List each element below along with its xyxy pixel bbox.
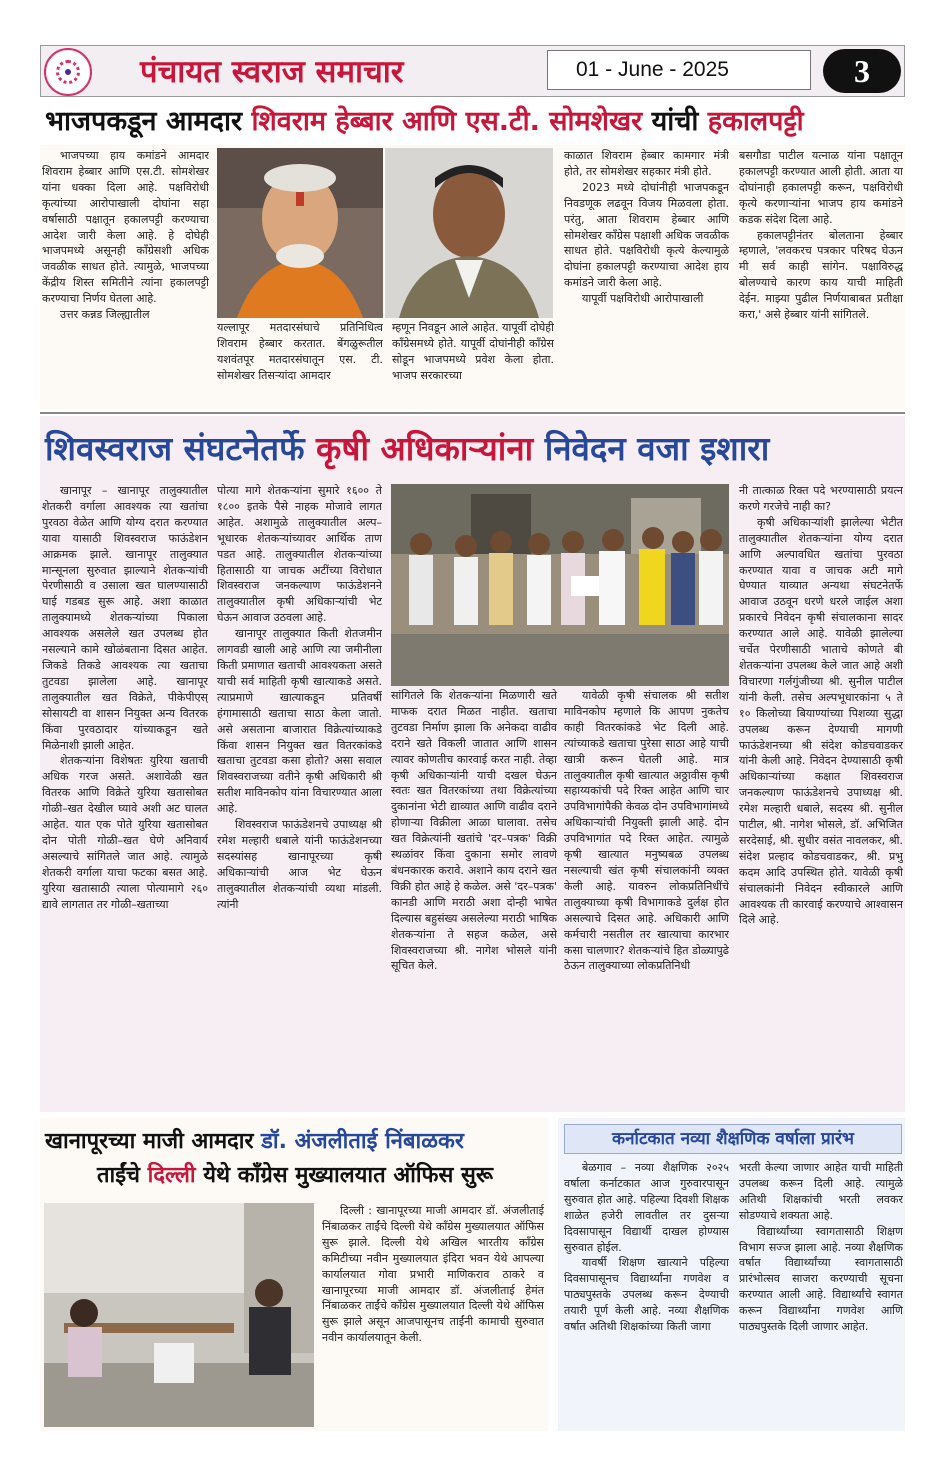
headline-highlight: दिल्ली [147, 1163, 196, 1188]
article-paragraph: उत्तर कन्नड जिल्ह्यातील [60, 308, 150, 322]
article-paragraph: खानापूर – खानापूर तालुक्यातील शेतकरी वर्गाला आवश्यक त्या खतांचा पुरवठा वेळेत आणि योग्य दरात करण्यात यावा यासाठी शिवस्वराज फाऊंडेशन आक्रमक झाले. खानापूर तालुक्यात मान्सूनला सुरुवात झाल्याने शेतकऱ्यांची पेरणीसाठी व उसाला खत घालण्यासाठी घाई गडबड सुरू आहे. अशा काळात तालुक्यामध्ये शेतकऱ्यांच्या पिकाला आवश्यक असलेले खत उपलब्ध होत नसल्याने कामे खोळंबताना दिसत आहेत. जिकडे तिकडे आवश्यक त्या खताचा तुटवडा झालेला आहे. खानापूर तालुक्यातील खत विक्रेते, पीकेपीएस् सोसायटी वा शासन नियुक्त अन्य वितरक किंवा पुरवठादार यांच्याकडून खते मिळेनाशी झाली आहेत. [42, 484, 208, 752]
photo-delhi-office [44, 1203, 314, 1427]
article-paragraph: यल्लापूर मतदारसंघाचे प्रतिनिधित्व शिवराम हेब्बार करतात. बेंगळुरूतील यशवंतपूर मतदारसंघातून एस. टी. सोमशेखर तिसऱ्यांदा आमदार [217, 321, 383, 382]
article-paragraph: यापूर्वी पक्षविरोधी आरोपाखाली [582, 292, 704, 306]
headline-highlight: शिवराम हेब्बार आणि एस.टी. सोमशेखर [251, 106, 643, 137]
story1-column-2 [217, 320, 383, 410]
headline-highlight: हकालपट्टी [707, 106, 804, 137]
headline-text: निवेदन वजा इशारा [533, 429, 770, 468]
story1-column-5 [739, 148, 903, 408]
newspaper-title: पंचायत स्वराज समाचार [140, 54, 404, 90]
story2-column-5 [739, 483, 903, 1110]
article-paragraph: बेळगाव – नव्या शैक्षणिक २०२५ वर्षाला कर्नाटकात आज गुरुवारपासून सुरुवात होत आहे. पहिल्या दिवशी शिक्षक शाळेत हजेरी लावतील तर दुसऱ्या दिवसापासून विद्यार्थी दाखल होण्यास सुरुवात होईल. [564, 1161, 729, 1254]
story4-column-2 [739, 1160, 903, 1426]
article-paragraph: भरती केल्या जाणार आहेत याची माहिती उपलब्ध करून दिली आहे. त्यामुळे अतिथी शिक्षकांची भरती लवकर सोडण्याचे शक्यता आहे. [739, 1161, 903, 1222]
article-paragraph: यावेळी कृषी संचालक श्री सतीश माविनकोप म्हणाले कि आपण नुकतेच काही वितरकांकडे भेट दिली आहे. त्यांच्याकडे खताचा पुरेसा साठा आहे याची खात्री करून घेतली आहे. मात्र तालुक्यातील कृषी खात्यात अठ्ठावीस कृषी सहाय्यकांची पदे रिक्त आहेत आणि चार उपविभागांपैकी केवळ दोन उपविभागांमध्ये अधिकाऱ्यांची नियुक्ती झाली आहे. दोन उपविभागांत पदे रिक्त आहेत. त्यामुळे कृषी खात्यात मनुष्यबळ उपलब्ध नसल्याची खंत कृषी संचालकांनी व्यक्त केली आहे. यावरुन लोकप्रतिनिधींचे तालुक्याच्या कृषी विभागाकडे दुर्लक्ष होत असल्याचे दिसत आहे. अधिकारी आणि कर्मचारी नसतील तर खात्याचा कारभार कसा चालणार? शेतकऱ्यांचे हित डोळ्यापुढे ठेऊन तालुक्याच्या लोकप्रतिनिधी [564, 689, 729, 973]
issue-date: 01 - June - 2025 [547, 50, 811, 90]
photo-shivram-hebbar [217, 148, 383, 318]
article-paragraph: कृषी अधिकाऱ्यांशी झालेल्या भेटीत तालुक्यातील शेतकऱ्यांना योग्य दरात आणि अल्पावधित खतांचा पुरवठा करण्यात यावा व जाचक अटी मागे घेण्यात याव्यात अन्यथा संघटनेतर्फे आवाज उठवून धरणे धरले जाईल अशा प्रकारचे निवेदन कृषी संचालकाना सादर करण्यात आले आहे. यावेळी झालेल्या चर्चेत पेरणीसाठी भाताचे कोणते बी शेतकऱ्यांना उपलब्ध केले जात आहे अशी विचारणा गर्लगुंजीच्या श्री. सुनील पाटील यांनी केली. तसेच अल्पभूधारकांना ५ ते १० किलोच्या बियाण्यांच्या पिशव्या सुद्धा उपलब्ध करून देण्याची मागणी फाऊंडेशनच्या श्री संदेश कोडचवाडकर यांनी केली आहे. निवेदन देण्यासाठी कृषी अधिकाऱ्यांच्या कक्षात शिवस्वराज जनकल्याण फाऊंडेशनचे उपाध्यक्ष श्री. रमेश मल्हारी धबाले, सदस्य श्री. सुनील पाटील, श्री. नागेश भोसले, डॉ. अभिजित सरदेसाई, श्री. सुधीर वसंत नावलकर, श्री. संदेश प्रल्हाद कोडचवाडकर, श्री. प्रभु कदम आदि उपस्थित होते. यावेळी कृषी संचालकांनी निवेदन स्वीकारले आणि आवश्यक ती कारवाई करण्याचे आश्वासन दिले आहे. [739, 515, 903, 927]
article-paragraph: विद्यार्थ्यांच्या स्वागतासाठी शिक्षण विभाग सज्ज झाला आहे. नव्या शैक्षणिक वर्षात विद्यार्थ्यांच्या स्वागतासाठी प्रारंभोत्सव साजरा करण्याची सूचना करण्यात आली आहे. विद्यार्थ्यांचे स्वागत करून विद्यार्थ्यांना गणवेश आणि पाठ्यपुस्तके दिली जाणार आहेत. [739, 1224, 903, 1334]
article-paragraph: काळात शिवराम हेब्बार कामगार मंत्री होते, तर सोमशेखर सहकार मंत्री होते. [564, 149, 729, 178]
article-paragraph: दिल्ली : खानापूरच्या माजी आमदार डॉ. अंजलीताई निंबाळकर ताईंचे दिल्ली येथे कॉंग्रेस मुख्यालयात ऑफिस सुरू झाले. दिल्ली येथे अखिल भारतीय कॉंग्रेस कमिटीच्या नवीन मुख्यालयात इंदिरा भवन येथे आपल्या कार्यालयात गोवा प्रभारी माणिकराव ठाकरे व खानापूरच्या माजी आमदार डॉ. अंजलीताई हेमंत निंबाळकर ताईंचे कॉंग्रेस मुख्यालयात दिल्ली येथे ऑफिस सुरू झाले असून आजपासूनच ताईंनी कामाची सुरुवात नवीन कार्यालयातून केली. [322, 1204, 544, 1345]
section-divider [40, 412, 905, 414]
story1-headline [45, 101, 903, 143]
headline-text: खानापूरच्या माजी आमदार [45, 1129, 262, 1154]
story4-headline: कर्नाटकात नव्या शैक्षणिक वर्षाला प्रारंभ [564, 1124, 902, 1154]
article-paragraph: नी तात्काळ रिक्त पदे भरण्यासाठी प्रयत्न करणे गरजेचे नाही का? [739, 484, 903, 513]
headline-text: भाजपकडून आमदार [45, 106, 252, 137]
article-paragraph: शिवस्वराज फाऊंडेशनचे उपाध्यक्ष श्री रमेश मल्हारी धबाले यांनी फाऊंडेशनच्या सदस्यांसह खानापूरच्या कृषी अधिकाऱ्यांची आज भेट घेऊन तालुक्यातील शेतकऱ्यांची व्यथा मांडली. त्यांनी [217, 818, 382, 911]
article-paragraph: 2023 मध्ये दोघांनीही भाजपकडून निवडणूक लढवून विजय मिळवला होता. परंतु, आता शिवराम हेब्बार आणि सोमशेखर कॉंग्रेस पक्षाशी अधिक जवळीक साधत होते. पक्षविरोधी कृत्ये केल्यामुळे दोघांना हकालपट्टी करण्याचा आदेश हाय कमांडने जारी केला आहे. [564, 180, 729, 290]
story2-column-3 [391, 688, 557, 1110]
story2-headline [45, 423, 903, 475]
headline-highlight: कृषी अधिकाऱ्यांना [316, 429, 534, 468]
article-paragraph: यावर्षी शिक्षण खात्याने पहिल्या दिवसापासूनच विद्यार्थ्यांना गणवेश व पाठ्यपुस्तके उपलब्ध करून देण्याची तयारी पूर्ण केली आहे. नव्या शैक्षणिक वर्षात अतिथी शिक्षकांच्या किती जागा [564, 1256, 729, 1334]
story3-headline-line2 [45, 1158, 545, 1194]
page-number: 3 [823, 49, 901, 93]
article-paragraph: सांगितले कि शेतकऱ्यांना मिळणारी खते माफक दरात मिळत नाहीत. खताचा तुटवडा निर्माण झाला कि अनेकदा वाढीव दराने खते विकली जातात आणि शासन त्यावर कोणतीच कारवाई करत नाही. तेव्हा कृषी अधिकाऱ्यांनी याची दखल घेऊन स्वतः खत वितरकांच्या तथा विक्रेत्यांच्या दुकानांना भेटी द्याव्यात आणि वाढीव दराने होणाऱ्या विक्रीला आळा घालावा. तसेच खत विक्रेत्यांनी खतांचे 'दर–पत्रक' विक्री स्थळांवर किंवा दुकाना समोर लावणे बंधनकारक करावे. अशाने काय दराने खत विक्री होत आहे हे कळेल. असे 'दर–पत्रक' कानडी आणि मराठी अशा दोन्ही भाषेत दिल्यास बहुसंख्य असलेल्या मराठी भाषिक शेतकऱ्यांना ते सहज कळेल, असे शिवस्वराजच्या श्री. नागेश भोसले यांनी सूचित केले. [391, 689, 557, 973]
story1-column-1 [42, 148, 209, 408]
article-paragraph: हकालपट्टीनंतर बोलताना हेब्बार म्हणाले, 'लवकरच पत्रकार परिषद घेऊन मी सर्व काही सांगेन. पक्षाविरुद्ध बोलण्याचे कारण काय याची माहिती देईन. माझ्या पुढील निर्णयाबाबत प्रतीक्षा करा,' असे हेब्बार यांनी सांगितले. [739, 228, 903, 322]
story3-headline-line1 [45, 1124, 545, 1160]
headline-highlight: डॉ. अंजलीताई निंबाळकर [261, 1129, 464, 1154]
story1-column-3 [392, 320, 554, 410]
headline-text: येथे कॉंग्रेस मुख्यालयात ऑफिस सुरू [195, 1163, 493, 1188]
article-paragraph: खानापूर तालुक्यात किती शेतजमीन लागवडी खाली आहे आणि त्या जमीनीला किती प्रमाणात खताची आवश्यकता असते याची सर्व माहिती कृषी खात्याकडे असते. त्याप्रमाणे खात्याकडून प्रतिवर्षी हंगामासाठी खताचा साठा केला जातो. असे असताना बाजारात विक्रेत्यांच्याकडे किंवा शासन नियुक्त खत वितरकांकडे खताचा तुटवडा कसा होतो? असा सवाल शिवस्वराजच्या वतीने कृषी अधिकारी श्री सतीश माविनकोप यांना विचारण्यात आला आहे. [217, 627, 382, 816]
story2-column-1 [42, 483, 208, 1110]
headline-text: ताईंचे [97, 1163, 148, 1188]
story3-body [322, 1203, 544, 1427]
headline-text: शिवस्वराज संघटनेतर्फे [45, 429, 317, 468]
article-paragraph: पोत्या मागे शेतकऱ्यांना सुमारे १६०० ते १८०० इतके पैसे नाहक मोजावे लागत आहेत. अशामुळे तालुक्यातील अल्प–भूधारक शेतकऱ्यांच्यावर आर्थिक ताण पडत आहे. तालुक्यातील शेतकऱ्यांच्या हितासाठी या जाचक अटींच्या विरोधात शिवस्वराज जनकल्याण फाऊंडेशनने तालुक्यातील कृषी अधिकाऱ्यांची भेट घेऊन आवाज उठवला आहे. [217, 484, 382, 625]
story4-column-1 [564, 1160, 729, 1426]
photo-memorandum-submission [391, 484, 729, 686]
article-paragraph: भाजपच्या हाय कमांडने आमदार शिवराम हेब्बार आणि एस.टी. सोमशेखर यांना धक्का दिला आहे. पक्षविरोधी कृत्यांच्या आरोपाखाली दोघांना सहा वर्षासाठी पक्षातून हकालपट्टी करण्याचा आदेश जारी केला आहे. हे दोघेही भाजपमध्ये असूनही कॉंग्रेसशी अधिक जवळीक साधत होते. त्यामुळे, भाजपच्या केंद्रीय शिस्त समितीने त्यांना हकालपट्टी करण्याचा निर्णय घेतला आहे. [42, 149, 209, 306]
article-paragraph: बसगौडा पाटील यत्नाळ यांना पक्षातून हकालपट्टी करण्यात आली होती. आता या दोघांनाही हकालपट्टी करून, पक्षविरोधी कृत्ये करणाऱ्यांना भाजप हाय कमांडने कडक संदेश दिला आहे. [739, 149, 903, 226]
story2-column-2 [217, 483, 382, 1110]
article-paragraph: म्हणून निवडून आले आहेत. यापूर्वी दोघेही कॉंग्रेसमध्ये होते. यापूर्वी दोघांनीही कॉंग्रेस सोडून भाजपमध्ये प्रवेश केला होता. भाजप सरकारच्या [392, 321, 554, 382]
panchayat-swaraj-logo-icon [44, 48, 92, 96]
story1-column-4 [564, 148, 729, 408]
article-paragraph: शेतकऱ्यांना विशेषतः युरिया खताची अधिक गरज असते. अशावेळी खत वितरक आणि विक्रेते युरिया खतासोबत गोळी–खत देखील घ्यावे अशी अट घालत आहेत. यात एक पोते युरिया खतासोबत दोन पोती गोळी–खत घेणे अनिवार्य असल्याचे सांगितले जात आहे. त्यामुळे शेतकरी वर्गाला याचा फटका बसत आहे. युरिया खतासाठी त्याला पोत्यामागे २६० द्यावे लागतात तर गोळी–खताच्या [42, 754, 208, 911]
story2-column-4 [564, 688, 729, 1110]
photo-st-somashekar [385, 148, 553, 318]
headline-text: यांची [642, 106, 708, 137]
